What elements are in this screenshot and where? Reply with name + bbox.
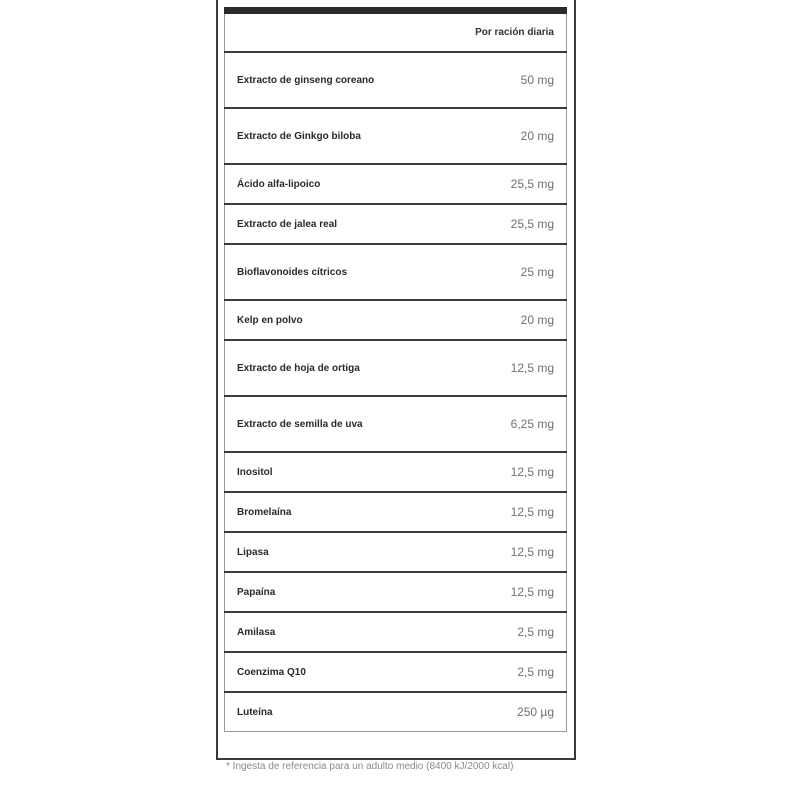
ingredient-name: Coenzima Q10 <box>225 652 396 692</box>
ingredient-name: Amilasa <box>225 612 396 652</box>
header-per-daily-serving: Por ración diaria <box>396 14 567 52</box>
table-row <box>225 452 567 492</box>
table-row <box>225 300 567 340</box>
nutrition-table <box>224 14 567 732</box>
table-row <box>225 204 567 244</box>
ingredient-amount: 12,5 mg <box>396 340 567 396</box>
table-row <box>225 572 567 612</box>
table-row <box>225 692 567 732</box>
ingredient-amount: 250 µg <box>517 705 554 719</box>
table-row <box>225 652 567 692</box>
ingredient-amount: 25,5 mg <box>396 204 567 244</box>
ingredient-name: Extracto de ginseng coreano <box>225 52 396 108</box>
ingredient-amount: 25 mg <box>396 244 567 300</box>
table-row <box>225 164 567 204</box>
nutrition-table-container <box>224 7 567 732</box>
table-row <box>225 396 567 452</box>
table-top-bar <box>224 7 567 14</box>
table-header-row <box>225 14 567 52</box>
ingredient-amount: 50 mg <box>396 52 567 108</box>
ingredient-name: Bromelaína <box>225 492 396 532</box>
table-row <box>225 244 567 300</box>
ingredient-amount: 12,5 mg <box>396 492 567 532</box>
ingredient-amount: 12,5 mg <box>396 452 567 492</box>
ingredient-amount: 2,5 mg <box>396 652 567 692</box>
table-row <box>225 532 567 572</box>
table-row <box>225 108 567 164</box>
ingredient-amount: 20 mg <box>396 300 567 340</box>
ingredient-name: Extracto de jalea real <box>225 204 396 244</box>
ingredient-name: Extracto de semilla de uva <box>225 396 396 452</box>
ingredient-name: Luteína <box>237 706 273 718</box>
ingredient-name: Lipasa <box>225 532 396 572</box>
ingredient-amount: 6,25 mg <box>396 396 567 452</box>
ingredient-amount: 12,5 mg <box>396 572 567 612</box>
ingredient-name: Extracto de hoja de ortiga <box>225 340 396 396</box>
reference-intake-footnote: * Ingesta de referencia para un adulto medio (8400 kJ/2000 kcal) <box>226 761 514 772</box>
ingredient-amount: 20 mg <box>396 108 567 164</box>
ingredient-name: Bioflavonoides cítricos <box>225 244 396 300</box>
table-row <box>225 52 567 108</box>
ingredient-amount: 25,5 mg <box>396 164 567 204</box>
ingredient-name: Ácido alfa-lipoico <box>225 164 396 204</box>
ingredient-amount: 12,5 mg <box>396 532 567 572</box>
ingredient-name: Inositol <box>225 452 396 492</box>
ingredient-name: Extracto de Ginkgo biloba <box>225 108 396 164</box>
table-row <box>225 492 567 532</box>
ingredient-name: Kelp en polvo <box>225 300 396 340</box>
ingredient-amount: 2,5 mg <box>396 612 567 652</box>
table-row <box>225 340 567 396</box>
table-row <box>225 612 567 652</box>
header-ingredient <box>225 14 396 52</box>
ingredient-name: Papaína <box>225 572 396 612</box>
